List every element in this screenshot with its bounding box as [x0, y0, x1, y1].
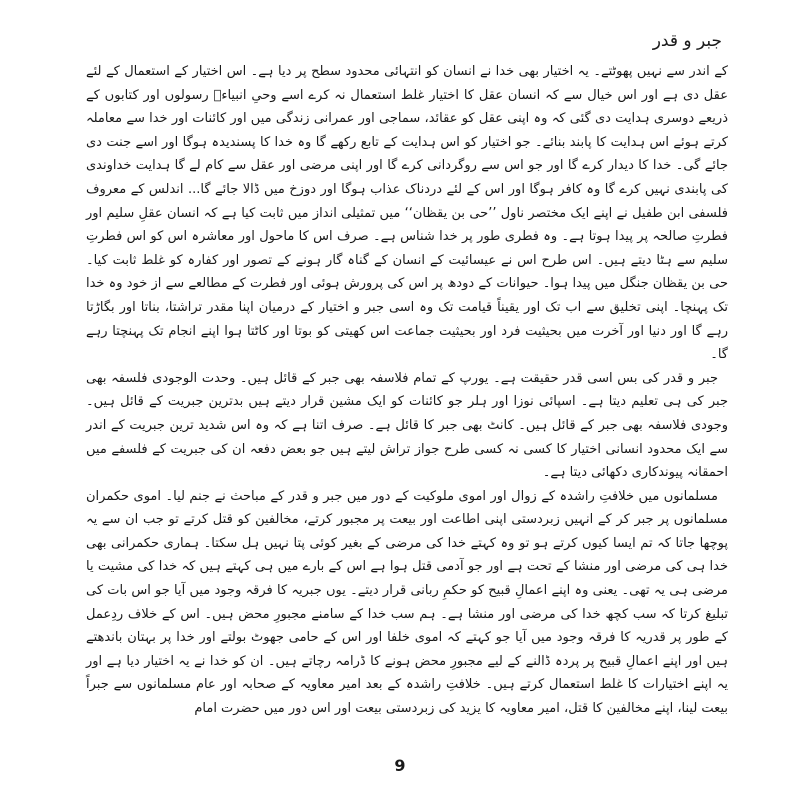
body-text — [86, 60, 728, 721]
paragraph: مسلمانوں میں خلافتِ راشدہ کے زوال اور اموی ملوکیت کے دور میں جبر و قدر کے مباحث نے جنم لیا۔ اموی حکمران مسلمانوں پر جبر کر کے انہیں زبردستی اپنی اطاعت اور بیعت پر مجبور کرتے، مخالفین کو قتل کرتے تو جب ان سے یہ پوچھا جاتا کہ تم ایسا کیوں کرتے ہو تو وہ کہتے خدا کی مرضی کے بغیر کوئی پتا نہیں ہل سکتا۔ ہماری حکمرانی بھی خدا ہی کی مرضی اور منشا کے تحت ہے اور جو آدمی قتل ہوا ہے اس کے بارے میں ہی کہتے ہیں کہ خدا کی مشیت یا مرضی ہی یہ تھی۔ یعنی وہ اپنے اعمالِ قبیح کو حکمِ ربانی قرار دیتے۔ یوں جبریہ کا فرقہ وجود میں آیا جو اس بات کی تبلیغ کرتا کہ سب کچھ خدا کی مرضی اور منشا ہے۔ ہم سب خدا کے سامنے مجبورِ محض ہیں۔ اس کے خلاف ردِعمل کے طور پر قدریہ کا فرقہ وجود میں آیا جو کہتے کہ اموی خلفا اور اس کے حامی جھوٹ بولتے اور خدا پر بہتان باندھتے ہیں اور اپنے اعمالِ قبیح پر پردہ ڈالنے کے لیے مجبورِ محض ہونے کا ڈرامہ رچاتے ہیں۔ ان کو خدا نے یہ اختیار دیا ہے اور یہ اپنے اختیارات کا غلط استعمال کرتے ہیں۔ خلافتِ راشدہ کے بعد امیر معاویہ کے صحابہ اور عام مسلمانوں سے جبراً بیعت لینا، اپنے مخالفین کا قتل، امیر معاویہ کا یزید کی زبردستی بیعت اور اس دور میں حضرت امام — [86, 488, 728, 717]
paragraph: جبر و قدر کی بس اسی قدر حقیقت ہے۔ یورپ کے تمام فلاسفہ بھی جبر کے قائل ہیں۔ وحدت الوجودی فلسفہ بھی جبر کی ہی تعلیم دیتا ہے۔ اسپائی نوزا اور ہلر جو کائنات کو ایک مشین قرار دیتے ہیں بدترین جبریت کے قائل ہیں۔ وجودی فلاسفہ بھی جبر کے قائل ہیں۔ کانٹ بھی جبر کا قائل ہے۔ صرف اتنا ہے کہ وہ اس شدید ترین جبریت کے اندر سے ایک محدود انسانی اختیار کا کسی نہ کسی طرح جواز تراش لیتے ہیں جو بعض دفعہ ان کی جبریت کے فلسفے میں احمقانہ پیوندکاری دکھائی دیتا ہے۔ — [86, 370, 728, 481]
running-head: جبر و قدر — [652, 31, 722, 51]
paragraph: کے اندر سے نہیں پھوٹتے۔ یہ اختیار بھی خدا نے انسان کو انتہائی محدود سطح پر دیا ہے۔ اس اختیار کے استعمال کے لئے عقل دی ہے اور اس خیال سے کہ انسان عقل کا اختیار غلط استعمال نہ کرے اسے وحیِ انبیاءؑ رسولوں اور کتابوں کے ذریعے دوسری ہدایت دی گئی کہ وہ اپنی عقل کو عقائد، سماجی اور عمرانی زندگی میں اور کائنات اور خدا سے معاملہ کرتے ہوئے اس ہدایت کا پابند بنائے۔ جو اختیار کو اس ہدایت کے تابع رکھے گا وہ خدا کا پسندیدہ ہوگا اور اسے جنت دی جائے گی۔ خدا کا دیدار کرے گا اور جو اس سے روگردانی کرے گا اور اپنی مرضی اور عقل سے کام لے گا ہدایت خداوندی کی پابندی نہیں کرے گا وہ کافر ہوگا اور اس کے لئے دردناک عذاب ہوگا اور دوزخ میں ڈالا جائے گا... اندلس کے معروف فلسفی ابن طفیل نے اپنے ایک مختصر ناول ’’حی بن یقظان‘‘ میں تمثیلی انداز میں ثابت کیا ہے کہ انسان عقلِ سلیم اور فطرتِ صالحہ پر پیدا ہوتا ہے۔ وہ فطری طور پر خدا شناس ہے۔ صرف اس کا ماحول اور معاشرہ اس کو اس فطرتِ سلیم سے ہٹا دیتے ہیں۔ اس طرح اس نے عیسائیت کے انسان کے گناہ گار ہونے کے تصور اور کفارہ کو غلط ثابت کیا۔ حی بن یقظان جنگل میں پیدا ہوا۔ حیوانات کے دودھ پر اس کی پرورش ہوئی اور فطرت کے مطالعے سے از خود وہ خدا تک پہنچا۔ اپنی تخلیق سے اب تک اور یقیناً قیامت تک وہ اسی جبر و اختیار کے درمیان اپنا مقدر تراشتا، بناتا اور بگاڑتا رہے گا اور دنیا اور آخرت میں بحیثیت فرد اور بحیثیت جماعت اس کھیتی کو بوتا اور کاٹتا ہوا اپنے انجام تک پہنچتا رہے گا۔ — [86, 64, 728, 363]
page-number: 9 — [394, 756, 406, 775]
